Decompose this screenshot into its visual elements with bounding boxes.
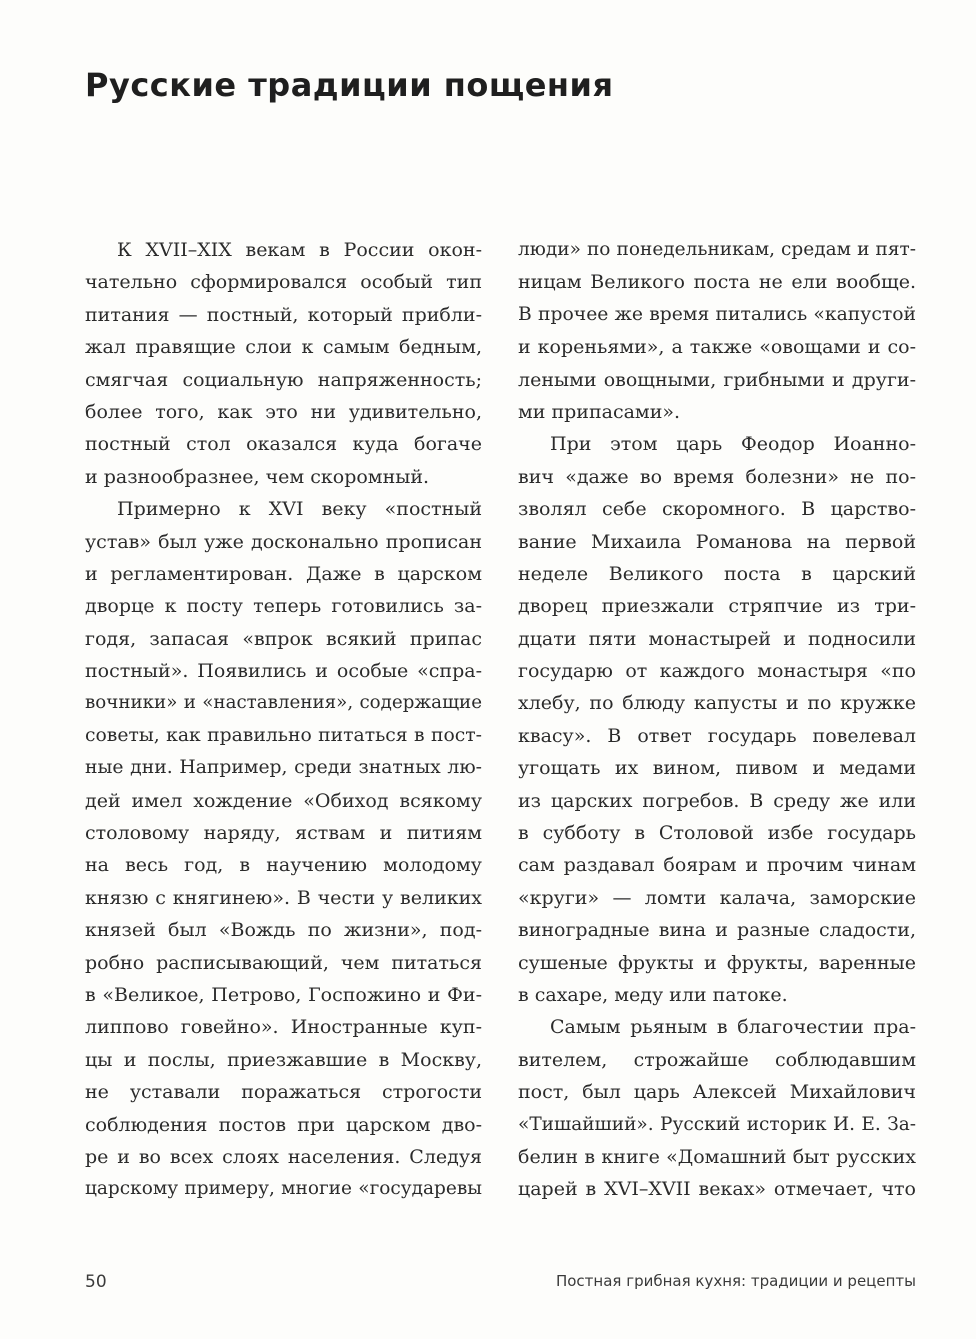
text-line: сам раздавал боярам и прочим чинам xyxy=(518,854,916,877)
text-line: К XVII–XIX векам в России окон- xyxy=(117,239,482,261)
text-line: и разнообразнее, чем скоромный. xyxy=(85,465,430,488)
text-line: в субботу в Столовой избе государь xyxy=(518,822,916,845)
text-line: липпово говейно». Иностранные куп- xyxy=(85,1016,482,1039)
text-line: из царских погребов. В среду же или xyxy=(518,789,916,812)
text-line: вич «даже во время болезни» не по- xyxy=(518,465,916,488)
text-line: князей был «Вождь по жизни», под- xyxy=(85,919,482,942)
text-line: и регламентирован. Даже в царском xyxy=(85,562,482,585)
left-text-column xyxy=(85,234,482,1206)
text-line: смягчая социальную напряженность; xyxy=(85,368,482,391)
text-line: в «Великое, Петрово, Госпожино и Фи- xyxy=(85,983,482,1006)
text-line: жал правящие слои к самым бедным, xyxy=(85,336,482,359)
text-line: Самым рьяным в благочестии пра- xyxy=(550,1016,916,1039)
text-line: дей имел хождение «Обиход всякому xyxy=(85,789,482,812)
text-line: вителем, строжайше соблюдавшим xyxy=(518,1048,916,1071)
text-line: соблюдения постов при царском дво- xyxy=(85,1113,482,1136)
text-line: хлебу, по блюду капусты и по кружке xyxy=(518,692,916,715)
text-line: «Тишайший». Русский историк И. Е. За- xyxy=(518,1113,916,1135)
text-line: царскому примеру, многие «государевы xyxy=(85,1178,482,1200)
text-line: сушеные фрукты и фрукты, варенные xyxy=(518,951,916,974)
text-line: советы, как правильно питаться в пост- xyxy=(85,724,482,746)
text-line: столовому наряду, яствам и питиям xyxy=(85,822,482,845)
text-line: угощать их вином, пивом и медами xyxy=(518,757,916,780)
text-line: чательно сформировался особый тип xyxy=(85,271,482,294)
running-footer-title: Постная грибная кухня: традиции и рецепты xyxy=(555,1272,916,1290)
text-line: робно расписывающий, чем питаться xyxy=(85,951,482,974)
text-line: царей в XVI–XVII веках» отмечает, что xyxy=(518,1178,916,1201)
text-line: В прочее же время питались «капустой xyxy=(518,303,916,325)
text-line: дворце к посту теперь готовились за- xyxy=(85,595,482,618)
text-line: белин в книге «Домашний быт русских xyxy=(518,1145,916,1168)
right-text-column xyxy=(518,234,916,1206)
text-line: вание Михаила Романова на первой xyxy=(518,530,916,553)
text-line: князю с княгинею». В чести у великих xyxy=(85,886,482,909)
text-line: ре и во всех слоях населения. Следуя xyxy=(85,1145,482,1168)
text-line: годя, запасая «впрок всякий припас xyxy=(85,627,482,650)
page-title: Русские традиции пощения xyxy=(85,66,614,104)
text-line: государю от каждого монастыря «по xyxy=(518,660,916,683)
text-line: питания — постный, который прибли- xyxy=(85,303,482,326)
text-line: леными овощными, грибными и други- xyxy=(518,368,916,391)
text-line: в сахаре, меду или патоке. xyxy=(518,983,788,1006)
text-line: постный стол оказался куда богаче xyxy=(85,433,482,456)
text-line: квасу». В ответ государь повелевал xyxy=(518,724,916,747)
text-line: вочники» и «наставления», содержащие xyxy=(85,692,482,714)
page-number: 50 xyxy=(85,1272,107,1292)
text-line: ми припасами». xyxy=(518,400,681,423)
text-line: цы и послы, приезжавшие в Москву, xyxy=(85,1048,482,1071)
text-line: неделе Великого поста в царский xyxy=(518,562,916,585)
text-line: ные дни. Например, среди знатных лю- xyxy=(85,757,482,779)
text-line: устав» был уже досконально прописан xyxy=(85,530,482,553)
text-line: на весь год, в научению молодому xyxy=(85,854,482,877)
text-line: дцати пяти монастырей и подносили xyxy=(518,627,916,650)
text-line: постный». Появились и особые «спра- xyxy=(85,660,482,683)
text-line: пост, был царь Алексей Михайлович xyxy=(518,1081,916,1104)
text-line: дворец приезжали стряпчие из три- xyxy=(518,595,916,618)
text-line: При этом царь Феодор Иоанно- xyxy=(550,433,916,456)
text-line: более того, как это ни удивительно, xyxy=(85,400,482,423)
text-line: зволял себе скоромного. В царство- xyxy=(518,498,916,521)
text-line: ницам Великого поста не ели вообще. xyxy=(518,271,916,294)
text-line: люди» по понедельникам, средам и пят- xyxy=(518,239,916,260)
text-line: «круги» — ломти калача, заморские xyxy=(518,886,916,909)
text-line: и кореньями», а также «овощами и со- xyxy=(518,336,916,359)
text-line: Примерно к XVI веку «постный xyxy=(117,498,482,521)
text-line: не уставали поражаться строгости xyxy=(85,1081,482,1104)
text-line: виноградные вина и разные сладости, xyxy=(518,919,916,942)
